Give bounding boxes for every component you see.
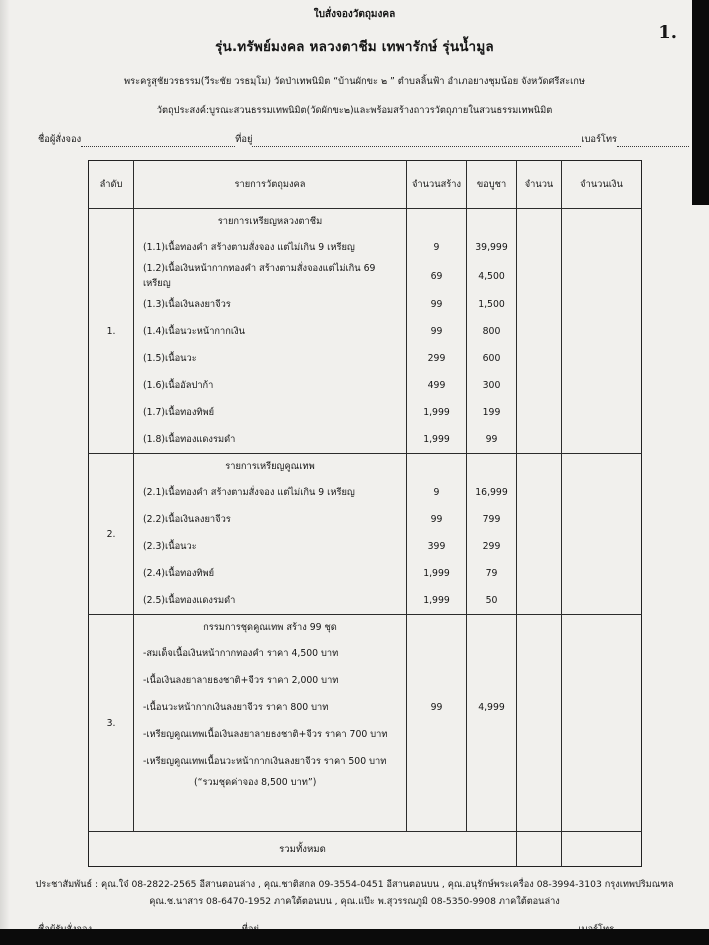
item-description: -เหรียญคูณเทพเนื้อนวะหน้ากากเงินลงยาจีวร ราคา 500 บาท xyxy=(134,748,407,775)
item-row xyxy=(89,399,642,426)
amount-fill-cell xyxy=(562,721,642,748)
amount-fill-cell xyxy=(562,318,642,345)
section-note: (“รวมชุดค่าจอง 8,500 บาท”) xyxy=(134,775,407,832)
orderer-address-label: ที่อยู่ xyxy=(235,134,253,145)
orderer-name-label: ชื่อผู้สั่งจอง xyxy=(38,134,82,145)
qty-fill-cell xyxy=(517,694,562,721)
total-label: รวมทั้งหมด xyxy=(89,832,517,867)
item-row xyxy=(89,533,642,560)
item-row xyxy=(89,587,642,615)
item-price: 16,999 xyxy=(467,479,517,506)
qty-fill-cell xyxy=(517,426,562,454)
item-price: 39,999 xyxy=(467,234,517,261)
item-description: -เหรียญคูณเทพเนื้อเงินลงยาลายธงชาติ+จีวร ราคา 700 บาท xyxy=(134,721,407,748)
qty-fill-cell xyxy=(517,506,562,533)
item-quantity-made: 99 xyxy=(407,506,467,533)
item-price: 4,999 xyxy=(467,694,517,721)
qty-fill-cell xyxy=(517,640,562,667)
amount-fill-cell xyxy=(562,234,642,261)
made-cell-empty xyxy=(407,775,467,832)
item-quantity-made: 299 xyxy=(407,345,467,372)
item-price: 300 xyxy=(467,372,517,399)
amount-cell-empty xyxy=(562,615,642,641)
orderer-phone-label: เบอร์โทร xyxy=(581,134,618,145)
total-row xyxy=(89,832,642,867)
item-row xyxy=(89,667,642,694)
item-description: (1.2)เนื้อเงินหน้ากากทองคำ สร้างตามสั่งจองแต่ไม่เกิน 69 เหรียญ xyxy=(134,261,407,291)
item-row xyxy=(89,318,642,345)
col-header-item: รายการวัตถุมงคล xyxy=(134,161,407,209)
item-quantity-made: 99 xyxy=(407,318,467,345)
qty-cell-empty xyxy=(517,775,562,832)
made-cell-empty xyxy=(407,209,467,235)
amulet-series-title: รุ่น.ทรัพย์มงคล หลวงตาชีม เทพารักษ์ รุ่นน้ำมูล xyxy=(215,39,494,55)
item-row xyxy=(89,506,642,533)
corner-page-number: 1. xyxy=(658,22,677,43)
qty-fill-cell xyxy=(517,234,562,261)
qty-fill-cell xyxy=(517,748,562,775)
section-title: รายการเหรียญหลวงตาชีม xyxy=(134,209,407,235)
item-description: (1.4)เนื้อนวะหน้ากากเงิน xyxy=(134,318,407,345)
item-price: 800 xyxy=(467,318,517,345)
section-title-row xyxy=(89,209,642,235)
item-row xyxy=(89,426,642,454)
amount-fill-cell xyxy=(562,399,642,426)
section-title-row xyxy=(89,615,642,641)
amount-fill-cell xyxy=(562,587,642,615)
item-quantity-made: 1,999 xyxy=(407,426,467,454)
section-title-row xyxy=(89,454,642,480)
amount-cell-empty xyxy=(562,775,642,832)
orderer-phone-blank xyxy=(617,135,689,147)
qty-cell-empty xyxy=(517,615,562,641)
total-qty-fill-cell xyxy=(517,832,562,867)
item-row xyxy=(89,291,642,318)
item-row xyxy=(89,721,642,748)
col-header-amount: จำนวนเงิน xyxy=(562,161,642,209)
price-cell-empty xyxy=(467,454,517,480)
item-row xyxy=(89,261,642,291)
total-amount-fill-cell xyxy=(562,832,642,867)
item-row xyxy=(89,694,642,721)
col-header-qty: จำนวน xyxy=(517,161,562,209)
item-quantity-made: 9 xyxy=(407,479,467,506)
item-row xyxy=(89,479,642,506)
order-table xyxy=(88,160,642,867)
item-price: 50 xyxy=(467,587,517,615)
qty-cell-empty xyxy=(517,454,562,480)
amount-fill-cell xyxy=(562,667,642,694)
item-quantity-made xyxy=(407,748,467,775)
scan-edge-bottom xyxy=(0,929,709,945)
amount-fill-cell xyxy=(562,560,642,587)
item-description: (1.1)เนื้อทองคำ สร้างตามสั่งจอง แต่ไม่เกิน 9 เหรียญ xyxy=(134,234,407,261)
temple-address-line: พระครูสุชัยวรธรรม(วีระชัย วรธมฺโม) วัดป่าเทพนิมิต “บ้านผักขะ ๒ ” ตำบลลิ้นฟ้า อำเภอยางชุมน้อย จังหวัดศรีสะเกษ xyxy=(123,76,586,87)
section-title: รายการเหรียญคูณเทพ xyxy=(134,454,407,480)
amount-fill-cell xyxy=(562,640,642,667)
qty-fill-cell xyxy=(517,318,562,345)
qty-fill-cell xyxy=(517,560,562,587)
item-description: (2.4)เนื้อทองทิพย์ xyxy=(134,560,407,587)
item-price: 79 xyxy=(467,560,517,587)
price-cell-empty xyxy=(467,775,517,832)
amount-fill-cell xyxy=(562,506,642,533)
item-description: (1.7)เนื้อทองทิพย์ xyxy=(134,399,407,426)
qty-fill-cell xyxy=(517,372,562,399)
item-price: 199 xyxy=(467,399,517,426)
contact-block xyxy=(0,876,709,911)
scan-edge-right xyxy=(692,0,709,205)
section-number: 1. xyxy=(89,209,134,454)
item-price xyxy=(467,640,517,667)
price-cell-empty xyxy=(467,209,517,235)
item-price: 99 xyxy=(467,426,517,454)
item-row xyxy=(89,345,642,372)
page-title: ใบสั่งจองวัตถุมงคล xyxy=(313,9,396,20)
item-row xyxy=(89,748,642,775)
qty-fill-cell xyxy=(517,587,562,615)
item-quantity-made: 499 xyxy=(407,372,467,399)
item-description: -เนื้อนวะหน้ากากเงินลงยาจีวร ราคา 800 บาท xyxy=(134,694,407,721)
item-description: (2.1)เนื้อทองคำ สร้างตามสั่งจอง แต่ไม่เกิน 9 เหรียญ xyxy=(134,479,407,506)
item-description: (2.2)เนื้อเงินลงยาจีวร xyxy=(134,506,407,533)
section-number: 3. xyxy=(89,615,134,832)
section-number: 2. xyxy=(89,454,134,615)
amount-fill-cell xyxy=(562,372,642,399)
section-note-row xyxy=(89,775,642,832)
item-quantity-made xyxy=(407,640,467,667)
qty-fill-cell xyxy=(517,667,562,694)
item-quantity-made: 1,999 xyxy=(407,399,467,426)
item-quantity-made: 99 xyxy=(407,291,467,318)
qty-fill-cell xyxy=(517,533,562,560)
orderer-name-blank xyxy=(81,135,235,147)
amount-fill-cell xyxy=(562,261,642,291)
item-description: (1.5)เนื้อนวะ xyxy=(134,345,407,372)
amount-fill-cell xyxy=(562,694,642,721)
item-price: 299 xyxy=(467,533,517,560)
item-quantity-made: 1,999 xyxy=(407,560,467,587)
item-price xyxy=(467,721,517,748)
qty-fill-cell xyxy=(517,291,562,318)
item-quantity-made: 1,999 xyxy=(407,587,467,615)
item-row xyxy=(89,640,642,667)
section-title: กรรมการชุดคูณเทพ สร้าง 99 ชุด xyxy=(134,615,407,641)
item-quantity-made: 399 xyxy=(407,533,467,560)
item-description: (1.6)เนื้ออัลปาก้า xyxy=(134,372,407,399)
qty-fill-cell xyxy=(517,345,562,372)
item-description: -สมเด็จเนื้อเงินหน้ากากทองคำ ราคา 4,500 บาท xyxy=(134,640,407,667)
order-table-body xyxy=(89,209,642,867)
item-quantity-made xyxy=(407,721,467,748)
item-row xyxy=(89,560,642,587)
orderer-address-blank xyxy=(252,135,581,147)
item-quantity-made xyxy=(407,667,467,694)
item-quantity-made: 99 xyxy=(407,694,467,721)
amount-fill-cell xyxy=(562,533,642,560)
item-price: 4,500 xyxy=(467,261,517,291)
price-cell-empty xyxy=(467,615,517,641)
item-description: (2.5)เนื้อทองแดงรมดำ xyxy=(134,587,407,615)
item-price: 799 xyxy=(467,506,517,533)
made-cell-empty xyxy=(407,454,467,480)
item-row xyxy=(89,372,642,399)
item-description: (2.3)เนื้อนวะ xyxy=(134,533,407,560)
amount-fill-cell xyxy=(562,345,642,372)
item-quantity-made: 69 xyxy=(407,261,467,291)
contact-line-2: คุณ.ช.นาสาร 08-6470-1952 ภาคใต้ตอนบน , คุณ.แป๊ะ พ.สุวรรณภูมิ 08-5350-9908 ภาคใต้ตอนล่าง xyxy=(149,896,560,908)
qty-fill-cell xyxy=(517,399,562,426)
item-description: (1.8)เนื้อทองแดงรมดำ xyxy=(134,426,407,454)
amount-cell-empty xyxy=(562,454,642,480)
item-price xyxy=(467,748,517,775)
qty-fill-cell xyxy=(517,721,562,748)
contact-line-1: ประชาสัมพันธ์ : คุณ.ใจ๋ 08-2822-2565 อีสานตอนล่าง , คุณ.ชาติสกล 09-3554-0451 อีสานตอนบน , คุณ.อนุรักษ์พระเครื่อง 08-3994-3103 กรุงเทพปริมณฑล xyxy=(35,879,674,890)
amount-fill-cell xyxy=(562,426,642,454)
col-header-index: ลำดับ xyxy=(89,161,134,209)
item-row xyxy=(89,234,642,261)
item-quantity-made: 9 xyxy=(407,234,467,261)
amount-fill-cell xyxy=(562,748,642,775)
col-header-made: จำนวนสร้าง xyxy=(407,161,467,209)
orderer-fill-line xyxy=(38,133,689,147)
qty-fill-cell xyxy=(517,261,562,291)
item-price xyxy=(467,667,517,694)
item-description: (1.3)เนื้อเงินลงยาจีวร xyxy=(134,291,407,318)
made-cell-empty xyxy=(407,615,467,641)
purpose-line: วัตถุประสงค์:บูรณะสวนธรรมเทพนิมิต(วัดผักขะ๒)และพร้อมสร้างถาวรวัตถุภายในสวนธรรมเทพนิมิต xyxy=(156,105,553,116)
item-description: -เนื้อเงินลงยาลายธงชาติ+จีวร ราคา 2,000 บาท xyxy=(134,667,407,694)
table-header-row xyxy=(89,161,642,209)
item-price: 1,500 xyxy=(467,291,517,318)
item-price: 600 xyxy=(467,345,517,372)
amount-cell-empty xyxy=(562,209,642,235)
amount-fill-cell xyxy=(562,479,642,506)
col-header-price: ขอบูชา xyxy=(467,161,517,209)
amount-fill-cell xyxy=(562,291,642,318)
qty-fill-cell xyxy=(517,479,562,506)
qty-cell-empty xyxy=(517,209,562,235)
